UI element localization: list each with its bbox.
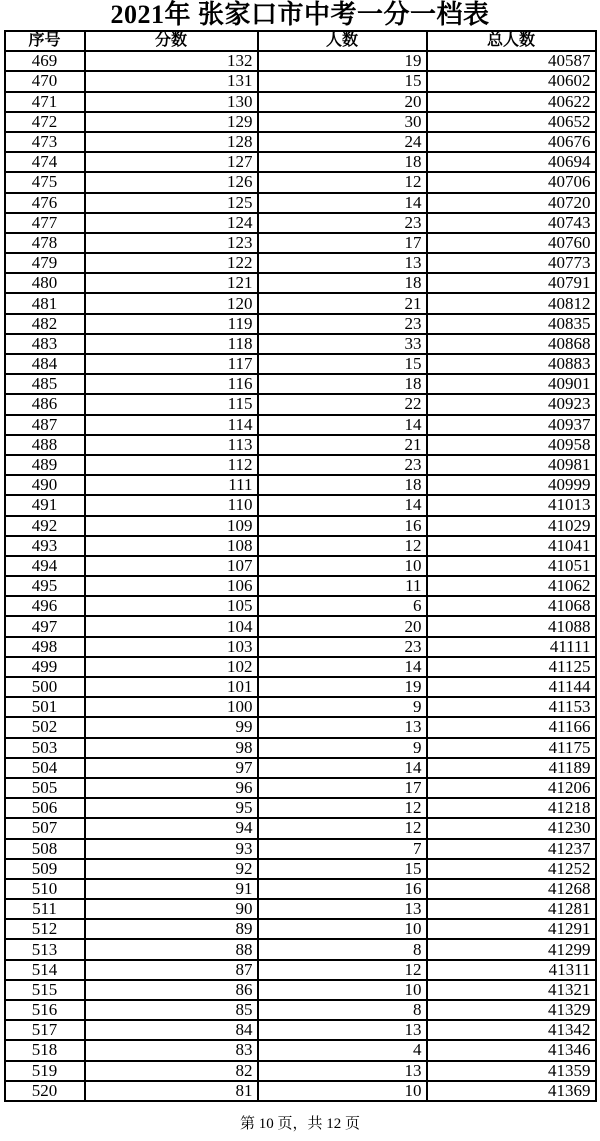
table-row <box>5 374 596 394</box>
cell-score: 129 <box>85 112 258 132</box>
cell-serial-number: 484 <box>5 354 85 374</box>
cell-score: 93 <box>85 839 258 859</box>
cell-count: 8 <box>258 1000 427 1020</box>
cell-serial-number: 480 <box>5 273 85 293</box>
cell-serial-number: 485 <box>5 374 85 394</box>
cell-cumulative-total: 40760 <box>427 233 596 253</box>
cell-serial-number: 520 <box>5 1081 85 1101</box>
cell-score: 108 <box>85 536 258 556</box>
cell-score: 99 <box>85 717 258 737</box>
cell-score: 97 <box>85 758 258 778</box>
header-cumulative-total: 总人数 <box>427 31 596 51</box>
cell-cumulative-total: 41088 <box>427 616 596 636</box>
cell-serial-number: 477 <box>5 213 85 233</box>
cell-cumulative-total: 41369 <box>427 1081 596 1101</box>
cell-score: 81 <box>85 1081 258 1101</box>
cell-score: 87 <box>85 960 258 980</box>
cell-serial-number: 512 <box>5 919 85 939</box>
cell-score: 101 <box>85 677 258 697</box>
cell-cumulative-total: 40706 <box>427 172 596 192</box>
cell-serial-number: 473 <box>5 132 85 152</box>
cell-count: 12 <box>258 536 427 556</box>
cell-serial-number: 478 <box>5 233 85 253</box>
cell-count: 12 <box>258 798 427 818</box>
cell-count: 14 <box>258 657 427 677</box>
table-row <box>5 1061 596 1081</box>
cell-cumulative-total: 41013 <box>427 495 596 515</box>
cell-score: 106 <box>85 576 258 596</box>
cell-cumulative-total: 40835 <box>427 314 596 334</box>
cell-cumulative-total: 40812 <box>427 293 596 313</box>
table-row <box>5 253 596 273</box>
cell-score: 105 <box>85 596 258 616</box>
cell-cumulative-total: 41291 <box>427 919 596 939</box>
cell-serial-number: 501 <box>5 697 85 717</box>
cell-count: 15 <box>258 859 427 879</box>
cell-count: 24 <box>258 132 427 152</box>
header-score: 分数 <box>85 31 258 51</box>
cell-serial-number: 497 <box>5 616 85 636</box>
cell-count: 12 <box>258 818 427 838</box>
table-row <box>5 616 596 636</box>
cell-count: 10 <box>258 980 427 1000</box>
cell-serial-number: 475 <box>5 172 85 192</box>
cell-cumulative-total: 40999 <box>427 475 596 495</box>
cell-serial-number: 507 <box>5 818 85 838</box>
cell-serial-number: 515 <box>5 980 85 1000</box>
cell-count: 23 <box>258 314 427 334</box>
table-row <box>5 677 596 697</box>
table-row <box>5 273 596 293</box>
cell-cumulative-total: 41175 <box>427 738 596 758</box>
cell-score: 131 <box>85 71 258 91</box>
cell-cumulative-total: 41237 <box>427 839 596 859</box>
cell-count: 19 <box>258 677 427 697</box>
cell-cumulative-total: 41230 <box>427 818 596 838</box>
cell-count: 22 <box>258 394 427 414</box>
table-header-row <box>5 31 596 51</box>
table-row <box>5 334 596 354</box>
table-row <box>5 172 596 192</box>
table-row <box>5 475 596 495</box>
cell-serial-number: 504 <box>5 758 85 778</box>
cell-serial-number: 510 <box>5 879 85 899</box>
cell-count: 20 <box>258 92 427 112</box>
cell-score: 122 <box>85 253 258 273</box>
cell-count: 19 <box>258 51 427 71</box>
score-distribution-table <box>4 30 597 1102</box>
cell-cumulative-total: 41346 <box>427 1040 596 1060</box>
cell-count: 4 <box>258 1040 427 1060</box>
table-row <box>5 637 596 657</box>
table-row <box>5 112 596 132</box>
cell-score: 124 <box>85 213 258 233</box>
cell-serial-number: 503 <box>5 738 85 758</box>
cell-serial-number: 496 <box>5 596 85 616</box>
cell-score: 83 <box>85 1040 258 1060</box>
cell-serial-number: 487 <box>5 415 85 435</box>
cell-score: 98 <box>85 738 258 758</box>
cell-serial-number: 474 <box>5 152 85 172</box>
table-row <box>5 415 596 435</box>
table-row <box>5 879 596 899</box>
table-row <box>5 1081 596 1101</box>
cell-count: 10 <box>258 556 427 576</box>
cell-cumulative-total: 41125 <box>427 657 596 677</box>
cell-count: 21 <box>258 435 427 455</box>
cell-cumulative-total: 41144 <box>427 677 596 697</box>
cell-serial-number: 470 <box>5 71 85 91</box>
table-row <box>5 798 596 818</box>
table-row <box>5 697 596 717</box>
cell-cumulative-total: 41281 <box>427 899 596 919</box>
cell-score: 91 <box>85 879 258 899</box>
cell-score: 130 <box>85 92 258 112</box>
cell-score: 132 <box>85 51 258 71</box>
cell-score: 115 <box>85 394 258 414</box>
cell-cumulative-total: 41051 <box>427 556 596 576</box>
cell-serial-number: 483 <box>5 334 85 354</box>
cell-cumulative-total: 40694 <box>427 152 596 172</box>
table-row <box>5 51 596 71</box>
cell-cumulative-total: 41311 <box>427 960 596 980</box>
cell-cumulative-total: 40602 <box>427 71 596 91</box>
cell-serial-number: 500 <box>5 677 85 697</box>
cell-cumulative-total: 41153 <box>427 697 596 717</box>
table-row <box>5 1040 596 1060</box>
cell-score: 123 <box>85 233 258 253</box>
cell-count: 13 <box>258 1061 427 1081</box>
cell-cumulative-total: 40743 <box>427 213 596 233</box>
cell-score: 117 <box>85 354 258 374</box>
cell-cumulative-total: 40587 <box>427 51 596 71</box>
cell-cumulative-total: 41342 <box>427 1020 596 1040</box>
table-row <box>5 839 596 859</box>
table-row <box>5 939 596 959</box>
cell-count: 14 <box>258 758 427 778</box>
cell-cumulative-total: 40791 <box>427 273 596 293</box>
page-title: 2021年 张家口市中考一分一档表 <box>110 0 490 29</box>
cell-serial-number: 490 <box>5 475 85 495</box>
cell-score: 109 <box>85 516 258 536</box>
cell-serial-number: 519 <box>5 1061 85 1081</box>
cell-score: 90 <box>85 899 258 919</box>
cell-score: 86 <box>85 980 258 1000</box>
table-row <box>5 818 596 838</box>
cell-count: 21 <box>258 293 427 313</box>
cell-count: 14 <box>258 495 427 515</box>
header-serial-number: 序号 <box>5 31 85 51</box>
score-table-body <box>5 51 596 1101</box>
table-row <box>5 960 596 980</box>
cell-score: 84 <box>85 1020 258 1040</box>
cell-count: 18 <box>258 273 427 293</box>
table-row <box>5 717 596 737</box>
cell-serial-number: 482 <box>5 314 85 334</box>
cell-score: 104 <box>85 616 258 636</box>
cell-serial-number: 489 <box>5 455 85 475</box>
cell-cumulative-total: 41299 <box>427 939 596 959</box>
cell-cumulative-total: 40652 <box>427 112 596 132</box>
cell-score: 114 <box>85 415 258 435</box>
cell-score: 88 <box>85 939 258 959</box>
cell-serial-number: 517 <box>5 1020 85 1040</box>
table-row <box>5 980 596 1000</box>
cell-count: 12 <box>258 172 427 192</box>
table-row <box>5 576 596 596</box>
table-row <box>5 859 596 879</box>
table-row <box>5 193 596 213</box>
cell-cumulative-total: 41359 <box>427 1061 596 1081</box>
cell-score: 100 <box>85 697 258 717</box>
cell-count: 15 <box>258 354 427 374</box>
cell-cumulative-total: 40622 <box>427 92 596 112</box>
cell-serial-number: 476 <box>5 193 85 213</box>
cell-score: 116 <box>85 374 258 394</box>
cell-count: 10 <box>258 919 427 939</box>
table-row <box>5 293 596 313</box>
cell-count: 6 <box>258 596 427 616</box>
cell-count: 20 <box>258 616 427 636</box>
table-row <box>5 516 596 536</box>
cell-score: 95 <box>85 798 258 818</box>
table-row <box>5 495 596 515</box>
cell-score: 113 <box>85 435 258 455</box>
cell-score: 128 <box>85 132 258 152</box>
cell-score: 110 <box>85 495 258 515</box>
table-row <box>5 919 596 939</box>
cell-serial-number: 494 <box>5 556 85 576</box>
table-row <box>5 536 596 556</box>
cell-cumulative-total: 40720 <box>427 193 596 213</box>
table-row <box>5 657 596 677</box>
cell-cumulative-total: 41189 <box>427 758 596 778</box>
cell-serial-number: 508 <box>5 839 85 859</box>
cell-cumulative-total: 41321 <box>427 980 596 1000</box>
cell-cumulative-total: 40868 <box>427 334 596 354</box>
cell-cumulative-total: 40981 <box>427 455 596 475</box>
cell-serial-number: 516 <box>5 1000 85 1020</box>
cell-serial-number: 498 <box>5 637 85 657</box>
cell-cumulative-total: 41029 <box>427 516 596 536</box>
cell-count: 16 <box>258 879 427 899</box>
cell-count: 13 <box>258 717 427 737</box>
cell-count: 33 <box>258 334 427 354</box>
cell-score: 111 <box>85 475 258 495</box>
table-row <box>5 71 596 91</box>
cell-serial-number: 471 <box>5 92 85 112</box>
table-row <box>5 778 596 798</box>
cell-cumulative-total: 41268 <box>427 879 596 899</box>
cell-cumulative-total: 41062 <box>427 576 596 596</box>
cell-serial-number: 479 <box>5 253 85 273</box>
cell-score: 92 <box>85 859 258 879</box>
cell-count: 15 <box>258 71 427 91</box>
table-row <box>5 314 596 334</box>
table-row <box>5 394 596 414</box>
cell-score: 127 <box>85 152 258 172</box>
cell-score: 118 <box>85 334 258 354</box>
table-row <box>5 1000 596 1020</box>
cell-cumulative-total: 41252 <box>427 859 596 879</box>
cell-score: 119 <box>85 314 258 334</box>
cell-serial-number: 506 <box>5 798 85 818</box>
cell-serial-number: 514 <box>5 960 85 980</box>
cell-count: 14 <box>258 193 427 213</box>
cell-count: 23 <box>258 637 427 657</box>
cell-serial-number: 509 <box>5 859 85 879</box>
cell-cumulative-total: 41206 <box>427 778 596 798</box>
table-row <box>5 233 596 253</box>
cell-serial-number: 493 <box>5 536 85 556</box>
table-row <box>5 213 596 233</box>
table-row <box>5 758 596 778</box>
cell-serial-number: 499 <box>5 657 85 677</box>
cell-score: 85 <box>85 1000 258 1020</box>
cell-score: 89 <box>85 919 258 939</box>
cell-serial-number: 511 <box>5 899 85 919</box>
cell-cumulative-total: 41329 <box>427 1000 596 1020</box>
cell-serial-number: 486 <box>5 394 85 414</box>
cell-count: 17 <box>258 233 427 253</box>
cell-score: 126 <box>85 172 258 192</box>
table-row <box>5 738 596 758</box>
table-row <box>5 132 596 152</box>
cell-score: 96 <box>85 778 258 798</box>
cell-count: 9 <box>258 697 427 717</box>
cell-serial-number: 491 <box>5 495 85 515</box>
cell-cumulative-total: 41218 <box>427 798 596 818</box>
cell-serial-number: 495 <box>5 576 85 596</box>
cell-count: 11 <box>258 576 427 596</box>
cell-cumulative-total: 40958 <box>427 435 596 455</box>
cell-count: 14 <box>258 415 427 435</box>
table-row <box>5 556 596 576</box>
cell-serial-number: 472 <box>5 112 85 132</box>
cell-count: 23 <box>258 213 427 233</box>
cell-count: 18 <box>258 152 427 172</box>
cell-count: 13 <box>258 253 427 273</box>
cell-cumulative-total: 41068 <box>427 596 596 616</box>
cell-serial-number: 518 <box>5 1040 85 1060</box>
cell-score: 125 <box>85 193 258 213</box>
cell-serial-number: 502 <box>5 717 85 737</box>
cell-count: 18 <box>258 374 427 394</box>
cell-cumulative-total: 41041 <box>427 536 596 556</box>
cell-serial-number: 488 <box>5 435 85 455</box>
cell-count: 9 <box>258 738 427 758</box>
cell-score: 120 <box>85 293 258 313</box>
page-footer: 第 10 页，共 12 页 <box>239 1115 360 1132</box>
table-row <box>5 899 596 919</box>
cell-count: 12 <box>258 960 427 980</box>
cell-score: 121 <box>85 273 258 293</box>
cell-score: 94 <box>85 818 258 838</box>
cell-score: 82 <box>85 1061 258 1081</box>
cell-cumulative-total: 40883 <box>427 354 596 374</box>
cell-serial-number: 481 <box>5 293 85 313</box>
table-row <box>5 455 596 475</box>
cell-serial-number: 492 <box>5 516 85 536</box>
table-row <box>5 1020 596 1040</box>
cell-cumulative-total: 40923 <box>427 394 596 414</box>
cell-cumulative-total: 41111 <box>427 637 596 657</box>
cell-count: 23 <box>258 455 427 475</box>
cell-count: 17 <box>258 778 427 798</box>
cell-score: 103 <box>85 637 258 657</box>
table-row <box>5 435 596 455</box>
cell-count: 18 <box>258 475 427 495</box>
cell-count: 7 <box>258 839 427 859</box>
cell-cumulative-total: 40676 <box>427 132 596 152</box>
cell-count: 8 <box>258 939 427 959</box>
cell-score: 107 <box>85 556 258 576</box>
cell-cumulative-total: 40937 <box>427 415 596 435</box>
cell-serial-number: 513 <box>5 939 85 959</box>
cell-serial-number: 469 <box>5 51 85 71</box>
header-count: 人数 <box>258 31 427 51</box>
cell-cumulative-total: 40901 <box>427 374 596 394</box>
table-row <box>5 354 596 374</box>
cell-count: 13 <box>258 899 427 919</box>
cell-count: 13 <box>258 1020 427 1040</box>
cell-count: 10 <box>258 1081 427 1101</box>
cell-count: 30 <box>258 112 427 132</box>
cell-serial-number: 505 <box>5 778 85 798</box>
cell-count: 16 <box>258 516 427 536</box>
table-row <box>5 596 596 616</box>
cell-score: 102 <box>85 657 258 677</box>
cell-score: 112 <box>85 455 258 475</box>
table-row <box>5 152 596 172</box>
cell-cumulative-total: 40773 <box>427 253 596 273</box>
table-row <box>5 92 596 112</box>
cell-cumulative-total: 41166 <box>427 717 596 737</box>
